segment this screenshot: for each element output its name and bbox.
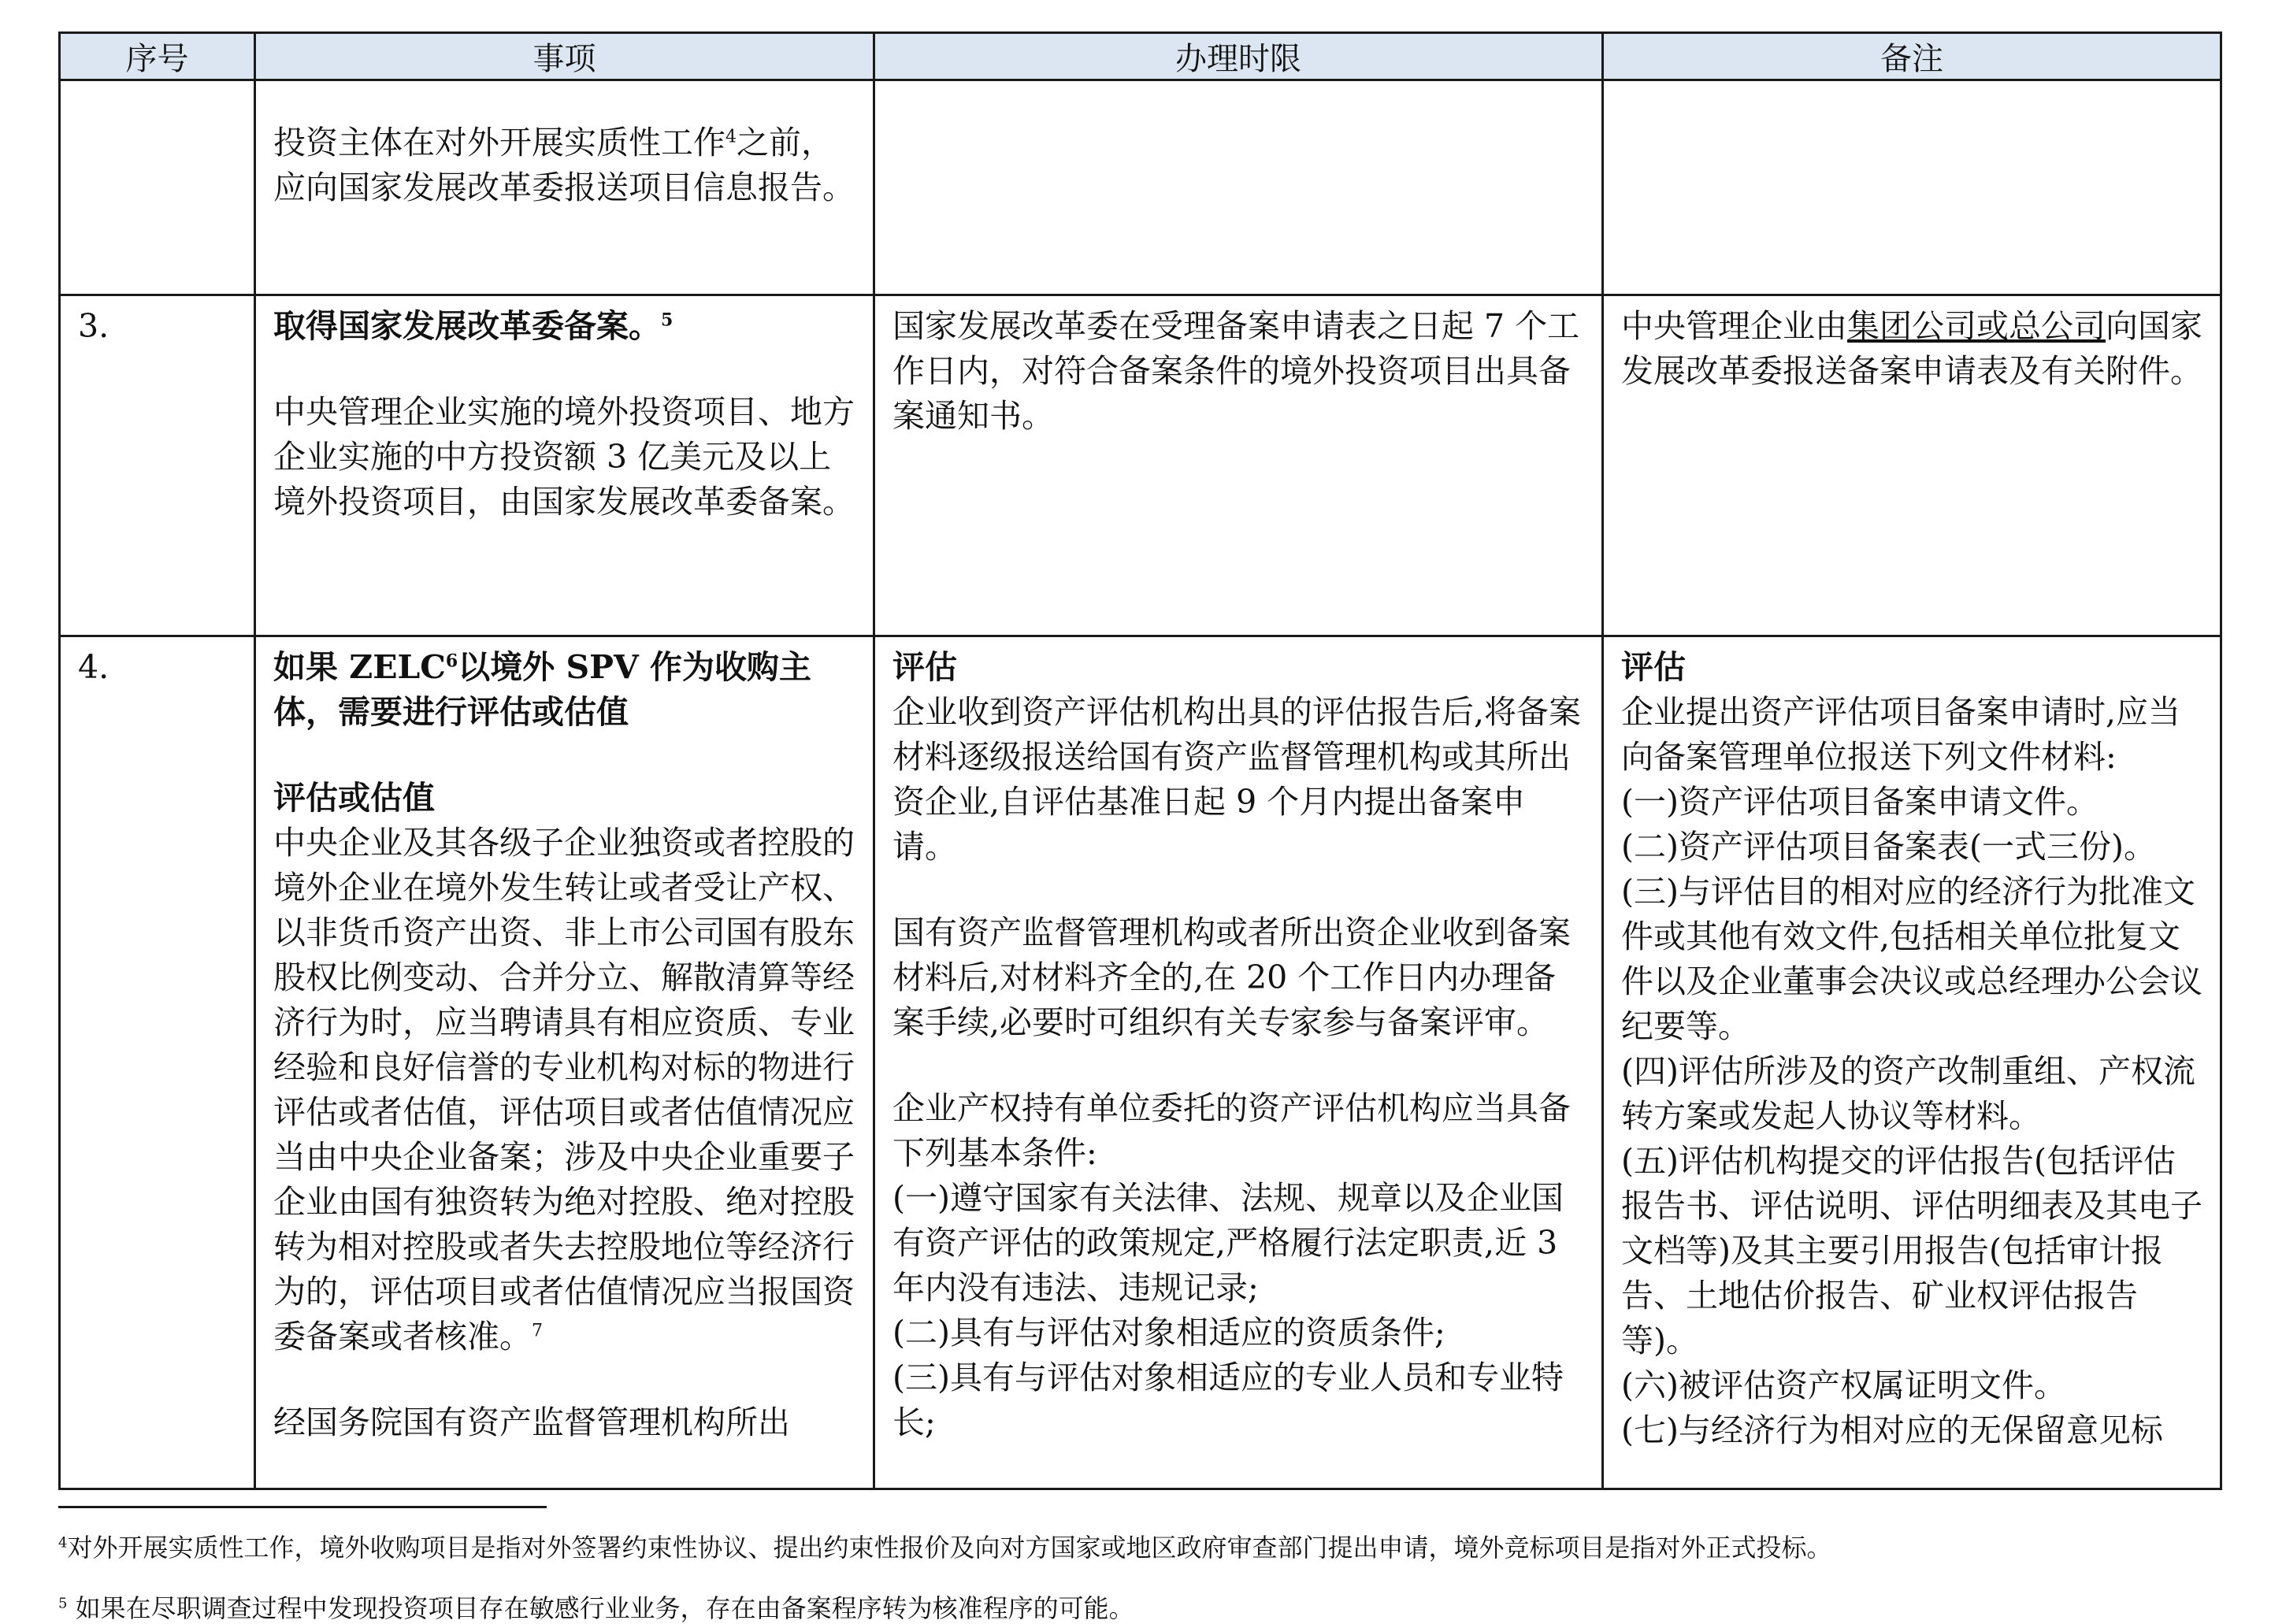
header-number: 序号 [60, 33, 255, 80]
deadline-title: 评估 [892, 648, 957, 686]
row-number-cell [60, 636, 255, 1489]
remark-underlined: 集团公司或总公司 [1847, 307, 2106, 345]
remark-text: 中央管理企业由 [1621, 307, 1847, 345]
item-subtitle: 评估或估值 [273, 779, 435, 817]
deadline-list-item: (三)具有与评估对象相适应的专业人员和专业特长; [892, 1359, 1564, 1441]
table-header-row [60, 33, 2221, 80]
footnote-ref[interactable]: 5 [661, 310, 674, 331]
remark-list-item: (五)评估机构提交的评估报告(包括评估报告书、评估说明、评估明细表及其电子文档等)及其主要引用报告(包括审计报告、土地估价报告、矿业权评估报告等)。 [1621, 1142, 2202, 1359]
item-text: 中央管理企业实施的境外投资项目、地方企业实施的中方投资额 3 亿美元及以上境外投资项目，由国家发展改革委备案。 [273, 393, 855, 521]
footnote-ref[interactable]: 6 [445, 651, 458, 672]
remark-list-item: (四)评估所涉及的资产改制重组、产权流转方案或发起人协议等材料。 [1621, 1052, 2195, 1135]
item-cell [255, 80, 874, 295]
remark-list-item: (三)与评估目的相对应的经济行为批准文件或其他有效文件,包括相关单位批复文件以及企业董事会决议或总经理办公会议纪要等。 [1621, 873, 2202, 1045]
remark-list-item: (七)与经济行为相对应的无保留意见标 [1621, 1411, 2163, 1449]
footnote-4: $^4$对外开展实质性工作，境外收购项目是指对外签署约束性协议、提出约束性报价及向对方国家或地区政府审查部门提出申请，境外竞标项目是指对外正式投标。 [58, 1533, 1832, 1563]
deadline-cell [874, 80, 1603, 295]
table-row [60, 80, 2221, 295]
deadline-text: 国家发展改革委在受理备案申请表之日起 7 个工作日内，对符合备案条件的境外投资项目出具备案通知书。 [892, 307, 1580, 435]
footnote-divider [58, 1506, 547, 1508]
item-text: 投资主体在对外开展实质性工作 [273, 124, 725, 161]
header-remark: 备注 [1603, 33, 2221, 80]
remark-cell [1603, 295, 2221, 636]
remark-text: 向国家发展改革委报送备案申请表及有关附件。 [1621, 307, 2202, 390]
table-row [60, 295, 2221, 636]
remark-list-item: (一)资产评估项目备案申请文件。 [1621, 783, 2098, 821]
row-number-cell [60, 80, 255, 295]
deadline-text: 国有资产监督管理机构或者所出资企业收到备案材料后,对材料齐全的,在 20 个工作日内办理备案手续,必要时可组织有关专家参与备案评审。 [892, 914, 1571, 1041]
remark-cell [1603, 636, 2221, 1489]
remark-list-item: (二)资产评估项目备案表(一式三份)。 [1621, 828, 2156, 866]
remark-text: 企业提出资产评估项目备案申请时,应当向备案管理单位报送下列文件材料: [1621, 693, 2181, 776]
deadline-cell [874, 636, 1603, 1489]
item-cell [255, 636, 874, 1489]
footnote-5: $^5$ 如果在尽职调查过程中发现投资项目存在敏感行业业务，存在由备案程序转为核准程序的可能。 [58, 1593, 1134, 1623]
item-text: 中央企业及其各级子企业独资或者控股的境外企业在境外发生转让或者受让产权、以非货币资产出资、非上市公司国有股东股权比例变动、合并分立、解散清算等经济行为时，应当聘请具有相应资质、专业经验和良好信誉的专业机构对标的物进行评估或者估值，评估项目或者估值情况应当由中央企业备案；涉及中央企业重要子企业由国有独资转为绝对控股、绝对控股转为相对控股或者失去控股地位等经济行为的，评估项目或者估值情况应当报国资委备案或者核准。$^7$ [273, 824, 855, 1355]
row-number: 4. [78, 648, 109, 686]
approval-table [58, 32, 2222, 1490]
item-title: 取得国家发展改革委备案。$^5$ [273, 307, 674, 345]
item-text: 之前，应向国家发展改革委报送项目信息报告。 [273, 124, 855, 206]
remark-cell [1603, 80, 2221, 295]
header-deadline: 办理时限 [874, 33, 1603, 80]
header-item: 事项 [255, 33, 874, 80]
row-number: 3. [78, 307, 109, 345]
footnote-ref[interactable]: 7 [532, 1321, 543, 1341]
row-number-cell [60, 295, 255, 636]
deadline-text: 企业收到资产评估机构出具的评估报告后,将备案材料逐级报送给国有资产监督管理机构或其所出资企业,自评估基准日起 9 个月内提出备案申请。 [892, 693, 1582, 866]
deadline-cell [874, 295, 1603, 636]
deadline-list-item: (二)具有与评估对象相适应的资质条件; [892, 1314, 1445, 1351]
remark-title: 评估 [1621, 648, 1686, 686]
footnote-ref[interactable]: 4 [725, 127, 737, 147]
item-title: 如果 ZELC$^6$以境外 SPV 作为收购主体，需要进行评估或估值 [273, 648, 812, 731]
item-text: 经国务院国有资产监督管理机构所出 [273, 1403, 790, 1441]
deadline-text: 企业产权持有单位委托的资产评估机构应当具备下列基本条件: [892, 1089, 1571, 1172]
remark-list-item: (六)被评估资产权属证明文件。 [1621, 1366, 2066, 1404]
table-row [60, 636, 2221, 1489]
deadline-list-item: (一)遵守国家有关法律、法规、规章以及企业国有资产评估的政策规定,严格履行法定职责,近 3 年内没有违法、违规记录; [892, 1179, 1564, 1307]
item-cell [255, 295, 874, 636]
